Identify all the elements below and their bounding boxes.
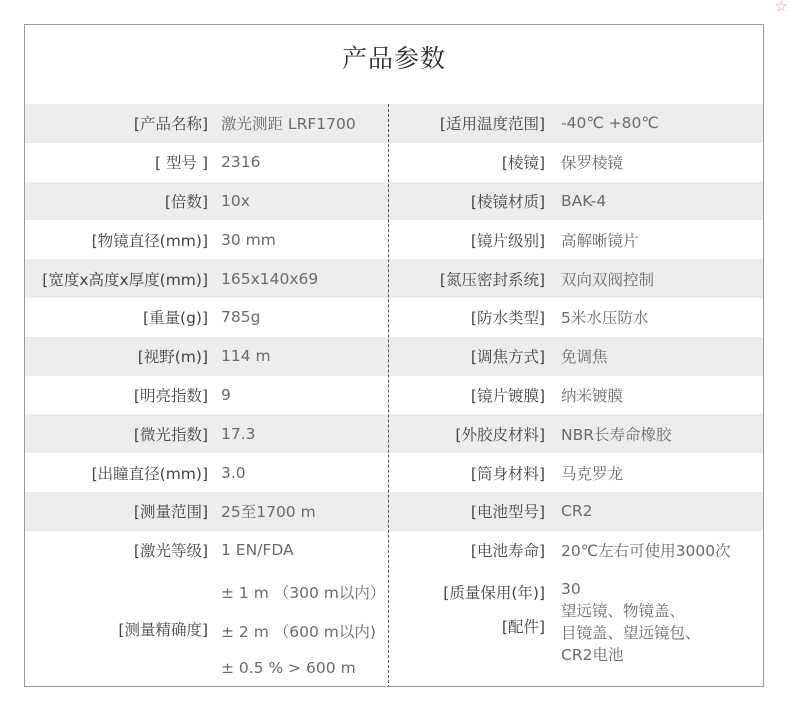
spec-label-right: [棱镜材质] [470,192,545,211]
table-row [25,298,763,337]
spec-value-right: 免调焦 [561,348,608,367]
spec-value-right: 高解晰镜片 [561,231,639,250]
table-row [25,259,763,298]
accuracy-value-2: ± 2 m （600 m以内) [221,623,376,641]
spec-label-right: [电池型号] [470,503,545,522]
table-row [25,531,763,570]
spec-table-last-block [25,570,763,687]
accessories-line-3: CR2电池 [561,646,624,664]
table-row [25,104,763,143]
page-title: 产品参数 [341,44,446,73]
table-row [25,414,763,453]
spec-value-right: 纳米镀膜 [561,386,624,405]
spec-value-left: 9 [221,385,231,404]
spec-label-left: [激光等级] [133,542,208,561]
table-row [25,453,763,492]
spec-value-left: 3.0 [221,463,246,482]
spec-table [25,104,763,570]
spec-label-accessories: [配件] [501,618,545,636]
spec-value-right: 双向双阀控制 [561,270,655,289]
spec-label-left: [出瞳直径(mm)] [91,464,208,483]
spec-value-left: 17.3 [221,424,256,443]
spec-label-right: [电池寿命] [470,542,545,561]
table-row [25,337,763,376]
spec-label-right: [适用温度范围] [439,115,545,134]
spec-value-left: 2316 [221,153,261,172]
spec-value-right: -40℃ +80℃ [561,114,659,133]
spec-value-left: 30 mm [221,230,276,249]
spec-label-left: [物镜直径(mm)] [91,231,208,250]
spec-label-left: [产品名称] [133,115,208,134]
spec-label-right: [防水类型] [470,309,545,328]
spec-label-right: [筒身材料] [470,464,545,483]
spec-value-right: 20℃左右可使用3000次 [561,542,731,561]
spec-value-left: 114 m [221,347,271,366]
table-row [25,182,763,221]
spec-value-left: 165x140x69 [221,269,319,288]
table-row [25,492,763,531]
spec-label-accuracy: [测量精确度] [118,621,208,639]
spec-value-right: 5米水压防水 [561,309,649,328]
accuracy-value-1: ± 1 m （300 m以内） [221,584,386,602]
spec-label-warranty: [质量保用(年)] [443,584,545,602]
spec-value-left: 激光测距 LRF1700 [221,115,356,134]
table-row [25,376,763,415]
spec-label-right: [外胶皮材料] [455,425,545,444]
spec-value-right: NBR长寿命橡胶 [561,425,672,444]
spec-value-right: 保罗棱镜 [561,154,624,173]
spec-value-right: 马克罗龙 [561,464,624,483]
table-row [25,220,763,259]
accessories-line-1: 望远镜、物镜盖、 [561,602,686,620]
spec-label-right: [氮压密封系统] [439,270,545,289]
table-row [25,143,763,182]
spec-label-left: [宽度x高度x厚度(mm)] [42,270,208,289]
spec-value-left: 1 EN/FDA [221,541,294,560]
spec-value-right: BAK-4 [561,191,607,210]
product-parameters-panel [24,24,764,687]
spec-label-right: [棱镜] [501,154,545,173]
spec-value-right: CR2 [561,502,593,521]
spec-value-left: 10x [221,191,250,210]
spec-value-warranty: 30 [561,580,581,598]
star-icon: ☆ [774,0,788,15]
spec-label-left: [ 型号 ] [155,154,208,173]
spec-value-left: 25至1700 m [221,503,316,522]
spec-value-accessories [561,600,701,666]
spec-label-left: [测量范围] [133,503,208,522]
accuracy-value-3: ± 0.5 % > 600 m [221,659,356,677]
spec-label-left: [重量(g)] [142,309,208,328]
spec-label-left: [微光指数] [133,425,208,444]
spec-label-right: [镜片级别] [470,231,545,250]
spec-label-left: [视野(m)] [137,348,208,367]
spec-label-right: [镜片镀膜] [470,386,545,405]
spec-label-left: [明亮指数] [133,386,208,405]
spec-label-left: [倍数] [164,192,208,211]
spec-label-right: [调焦方式] [470,348,545,367]
spec-value-left: 785g [221,308,261,327]
accessories-line-2: 目镜盖、望远镜包、 [561,624,701,642]
